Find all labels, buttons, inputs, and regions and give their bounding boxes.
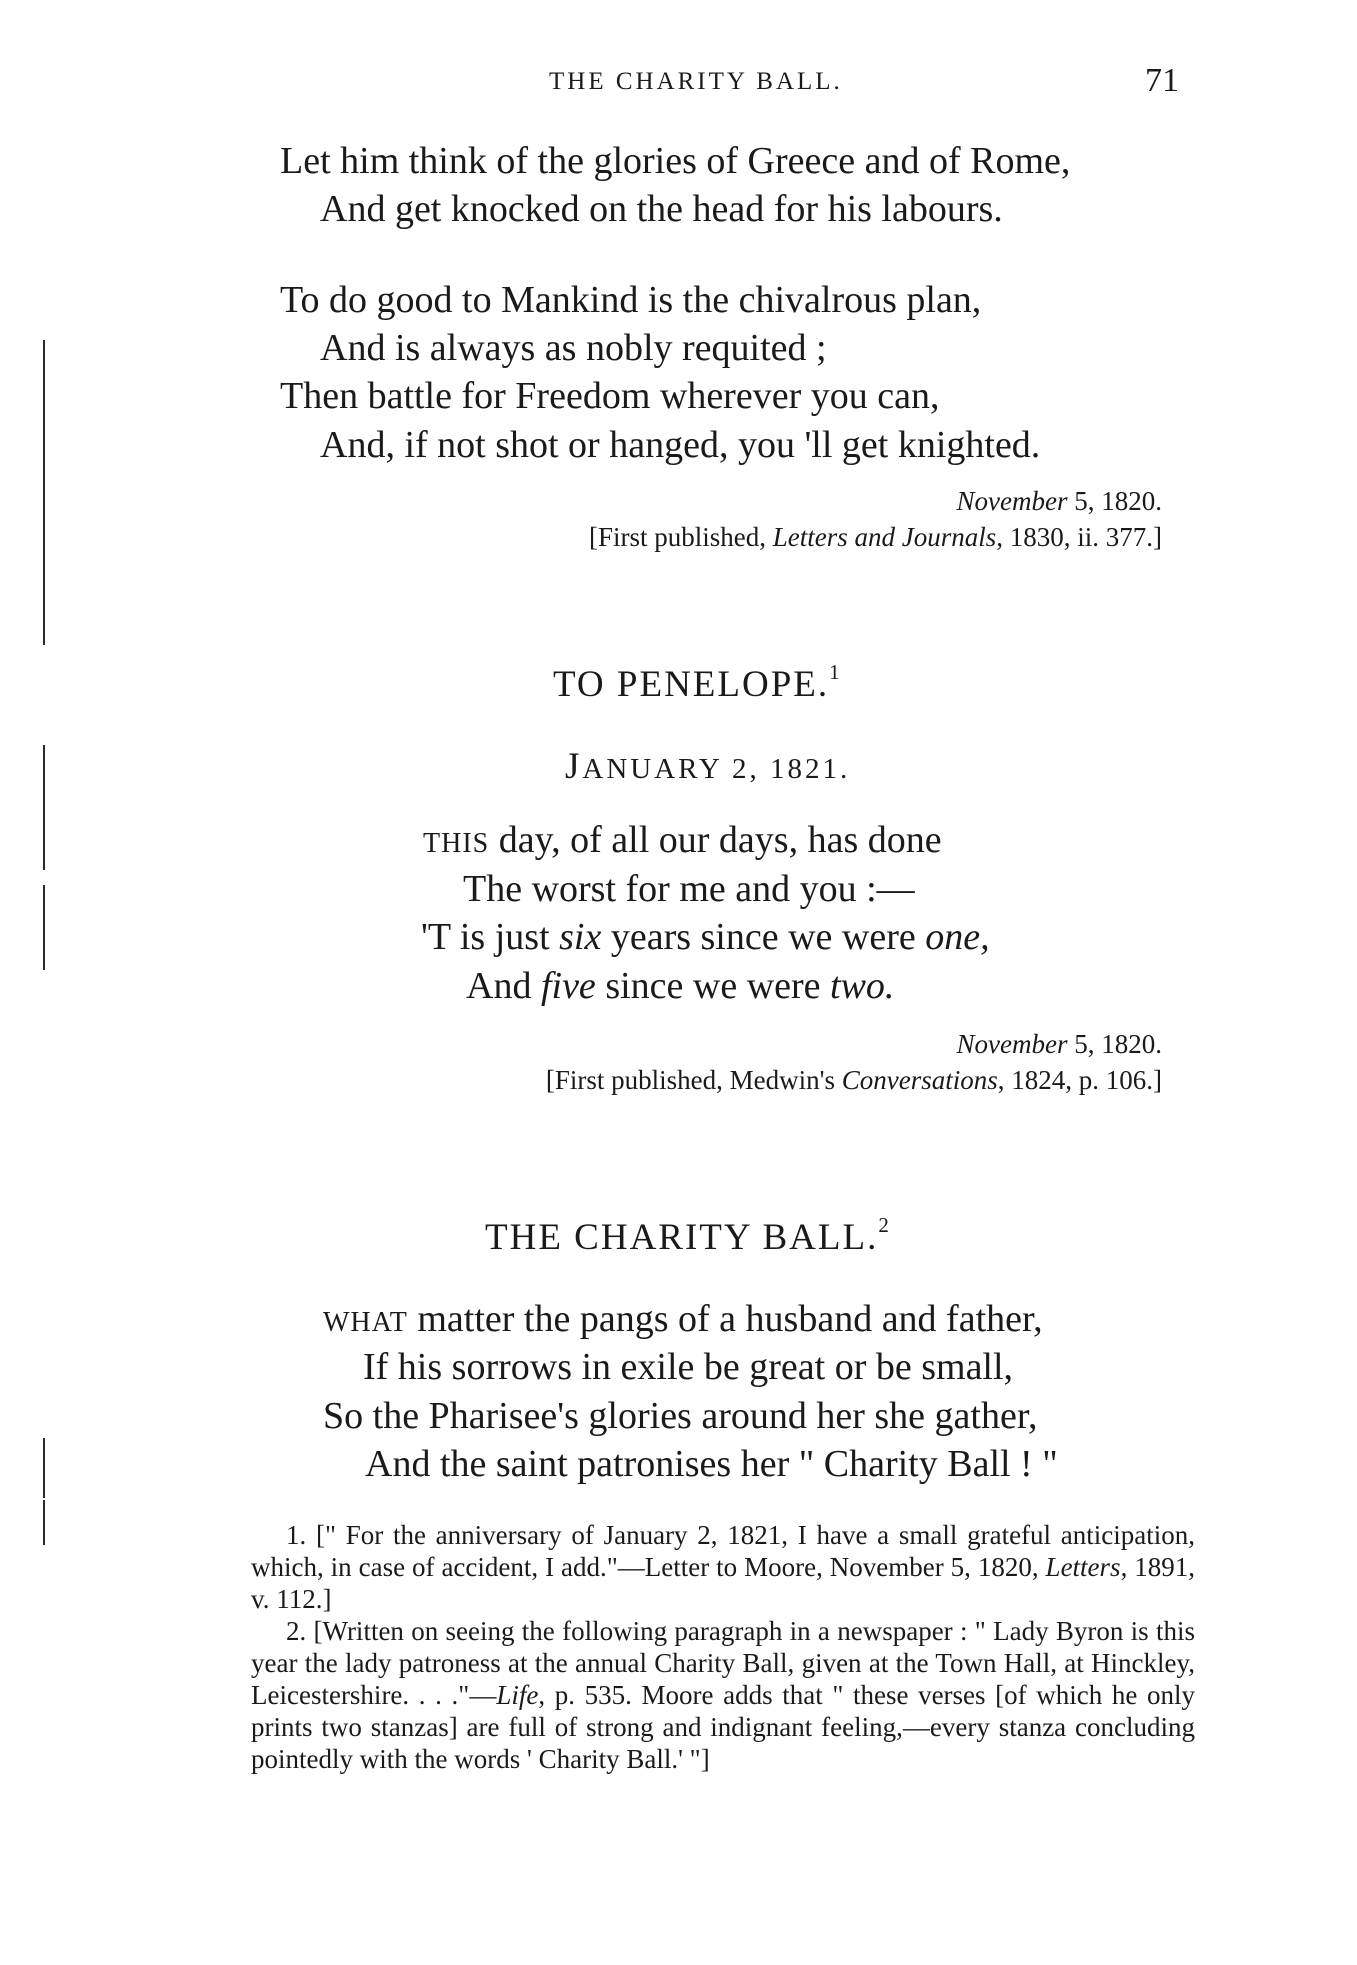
poem2-line-4-two: two. [830, 965, 895, 1007]
poem1-pub-title: Letters and Journals [772, 522, 997, 552]
poem3-title-text: THE CHARITY BALL. [485, 1217, 879, 1258]
poem2-publication [546, 1065, 1162, 1096]
margin-rule [43, 885, 45, 970]
page-number: 71 [1145, 62, 1179, 99]
footnote-1-a: 1. [" For the anniversary of January 2, 1821, I have a small grateful anticipation, which, in case of accident, I add."—Letter to Moore, November 5, 1820, [251, 1520, 1195, 1582]
poem2-line-1-rest: day, of all our days, has done [489, 819, 942, 861]
poem2-line-3 [421, 913, 990, 961]
poem2-line-1-smallcaps: THIS [423, 828, 490, 859]
poem2-pub-title: Conversations [841, 1065, 998, 1095]
footnote-1-letters: Letters [1045, 1552, 1121, 1582]
poem3-line-3: So the Pharisee's glories around her she gather, [323, 1395, 1038, 1437]
poem1-line-4: And is always as nobly requited ; [320, 327, 827, 369]
poem2-line-1 [423, 816, 942, 868]
footnote-2 [251, 1615, 1195, 1775]
poem2-line-3-c: years since we were [601, 916, 926, 958]
poem3-line-1-smallcaps: WHAT [323, 1307, 408, 1338]
poem3-footnote-marker: 2 [878, 1212, 889, 1237]
footnote-2-c: , p. 535. Moore adds that " these verses [of which he only prints two stanzas] are full of strong and indignant feeling,—every stanza concluding pointedly with the words ' Charity Ball.' "] [251, 1680, 1196, 1774]
poem2-date [957, 1029, 1162, 1060]
poem2-line-4 [466, 962, 894, 1010]
poem1-line-2: And get knocked on the head for his labours. [320, 188, 1003, 230]
margin-rule [43, 340, 45, 645]
poem2-line-4-c: since we were [595, 965, 831, 1007]
poem3-line-4: And the saint patronises her " Charity Ball ! " [365, 1443, 1058, 1485]
poem2-line-2: The worst for me and you :— [463, 868, 915, 910]
poem2-title-text: TO PENELOPE. [553, 664, 830, 705]
footnote-2-life: Life [496, 1680, 539, 1710]
margin-rule [43, 1438, 45, 1498]
poem1-line-6: And, if not shot or hanged, you 'll get knighted. [320, 424, 1041, 466]
poem1-date-rest: 5, 1820. [1067, 486, 1162, 516]
margin-rule [43, 745, 45, 870]
footnote-2-a: 2. [Written on seeing the following paragraph in a newspaper : " Lady Byron is this year the lady patroness at the annual Charity Ball, given at the Town Hall, at Hinckley, Leicestershire. . . ."— [251, 1616, 1195, 1710]
poem2-pub-prefix: [First published, Medwin's [545, 1065, 842, 1095]
poem2-subtitle-rest: ANUARY 2, 1821. [582, 753, 851, 785]
poem2-line-3-six: six [559, 916, 602, 958]
poem2-date-month: November [956, 1029, 1068, 1059]
poem2-line-4-a: And [466, 965, 541, 1007]
poem2-title [553, 659, 840, 706]
poem2-footnote-marker: 1 [829, 659, 840, 684]
footnote-1-c: , 1891, v. 112.] [251, 1552, 1196, 1614]
poem1-line-5: Then battle for Freedom wherever you can, [280, 375, 940, 417]
margin-rule [43, 1500, 45, 1545]
poem1-pub-prefix: [First published, [588, 522, 773, 552]
poem3-title [485, 1212, 889, 1259]
poem3-line-1 [323, 1295, 1043, 1347]
running-title: THE CHARITY BALL. [549, 68, 843, 95]
poem1-pub-suffix: , 1830, ii. 377.] [996, 522, 1162, 552]
poem2-date-rest: 5, 1820. [1067, 1029, 1162, 1059]
poem2-subtitle-initial: J [565, 746, 583, 787]
poem2-subtitle [565, 745, 850, 788]
poem2-pub-suffix: , 1824, p. 106.] [997, 1065, 1162, 1095]
poem3-line-1-rest: matter the pangs of a husband and father, [407, 1298, 1043, 1340]
poem1-line-1: Let him think of the glories of Greece and of Rome, [280, 140, 1071, 182]
poem2-line-3-a: 'T is just [421, 916, 560, 958]
poem2-line-4-five: five [540, 965, 596, 1007]
footnote-1 [251, 1519, 1195, 1615]
footnotes [251, 1519, 1195, 1775]
poem1-date [957, 486, 1162, 517]
poem2-line-3-one: one, [925, 916, 990, 958]
poem1-publication [589, 522, 1162, 553]
poem1-line-3: To do good to Mankind is the chivalrous plan, [280, 279, 982, 321]
poem1-date-month: November [956, 486, 1068, 516]
poem3-line-2: If his sorrows in exile be great or be small, [363, 1346, 1014, 1388]
